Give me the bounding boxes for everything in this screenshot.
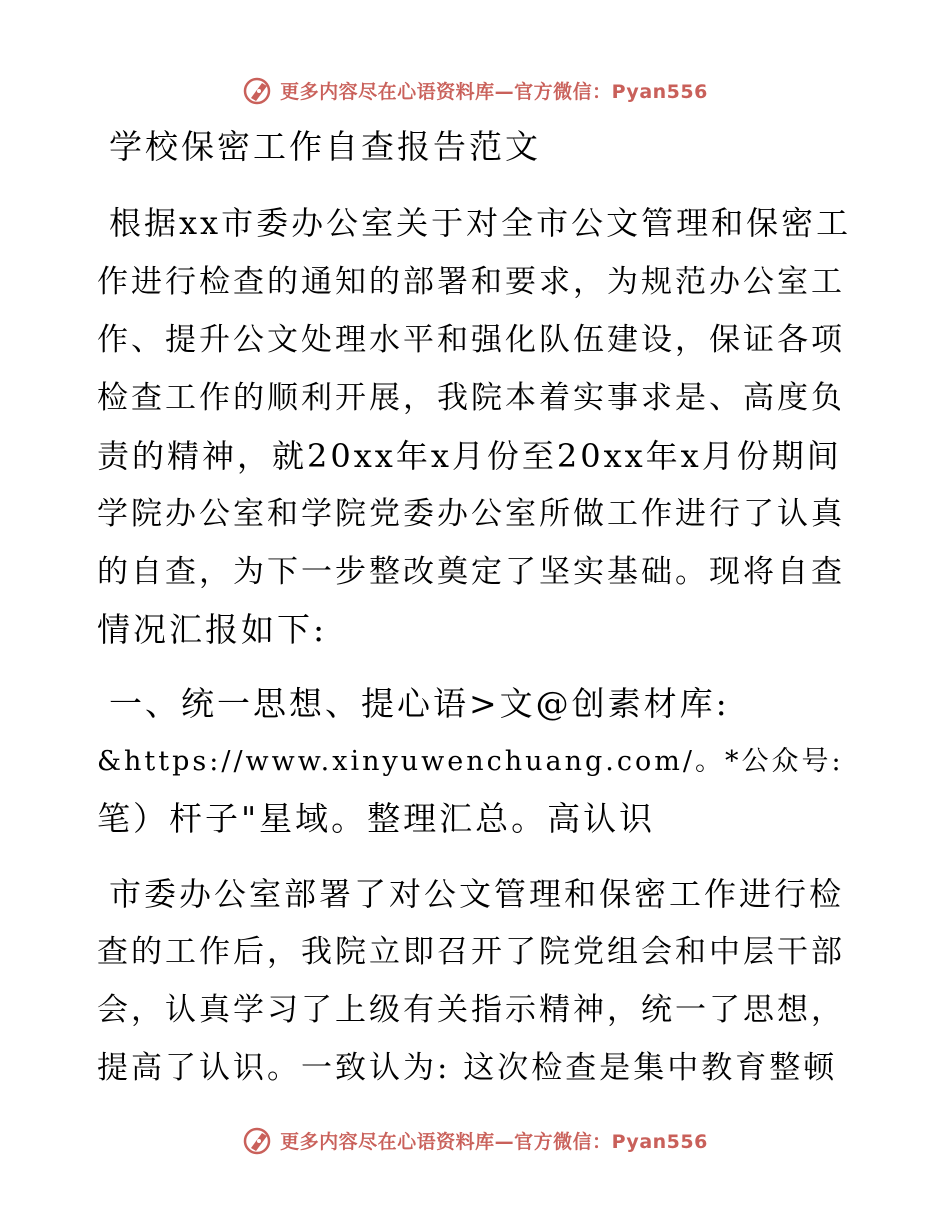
heading-line: 笔）杆子"星域。整理汇总。高认识 [97, 799, 656, 838]
paragraph-line: 查的工作后，我院立即召开了院党组会和中层干部 [97, 934, 845, 970]
paragraph-line: 的自查，为下一步整改奠定了坚实基础。现将自查 [97, 554, 845, 590]
watermark-text: 更多内容尽在心语资料库—官方微信：Pyan556 [280, 1130, 708, 1153]
paragraph-line: 市委办公室部署了对公文管理和保密工作进行检 [109, 875, 845, 913]
heading-line: &https://www.xinyuwenchuang.com/。*公众号: [97, 746, 844, 777]
paragraph-line: 学院办公室和学院党委办公室所做工作进行了认真 [97, 496, 845, 532]
paragraph-line: 根据xx市委办公室关于对全市公文管理和保密工 [109, 204, 852, 242]
document-title: 学校保密工作自查报告范文 [109, 127, 541, 166]
paragraph-line: 提高了认识。一致认为: 这次检查是集中教育整顿 [97, 1050, 838, 1086]
pen-nib-logo-icon [242, 74, 274, 106]
paragraph-line: 检查工作的顺利开展，我院本着实事求是、高度负 [97, 380, 845, 416]
pen-nib-logo-icon [242, 1124, 274, 1156]
header-watermark [0, 70, 950, 110]
paragraph-line: 责的精神，就20xx年x月份至20xx年x月份期间 [97, 437, 842, 475]
watermark-text: 更多内容尽在心语资料库—官方微信：Pyan556 [280, 80, 708, 103]
paragraph-line: 作、提升公文处理水平和强化队伍建设，保证各项 [97, 322, 845, 358]
footer-watermark [0, 1120, 950, 1160]
paragraph-line: 会，认真学习了上级有关指示精神，统一了思想， [97, 992, 845, 1028]
heading-line: 一、统一思想、提心语>文@创素材库: [109, 684, 730, 723]
paragraph-line: 情况汇报如下: [97, 610, 328, 649]
paragraph-line: 作进行检查的通知的部署和要求，为规范办公室工 [97, 264, 845, 300]
